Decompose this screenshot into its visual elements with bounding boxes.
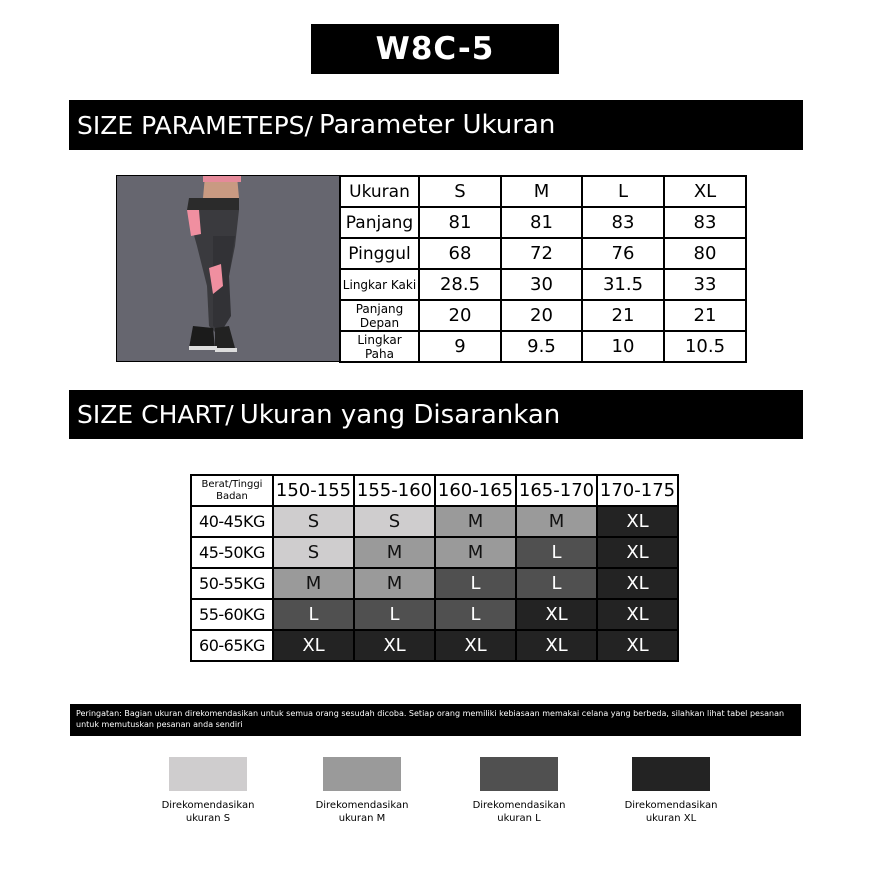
param-cell: 83 [582, 207, 664, 238]
chart-weight-label: 50-55KG [191, 568, 273, 599]
product-code-title: W8C-5 [311, 24, 559, 74]
param-cell: 72 [501, 238, 582, 269]
param-cell: 68 [419, 238, 501, 269]
param-cell: 33 [664, 269, 746, 300]
param-row-lingkar-kaki [340, 269, 746, 300]
size-chart-title-en: SIZE CHART/ [77, 400, 234, 429]
param-header-m: M [501, 176, 582, 207]
chart-weight-label: 40-45KG [191, 506, 273, 537]
legend-item-s [148, 757, 268, 825]
chart-size-cell: XL [435, 630, 516, 661]
legend-swatch-s [169, 757, 247, 791]
chart-size-cell: XL [516, 630, 597, 661]
param-row-label: Pinggul [340, 238, 419, 269]
legend-swatch-m [323, 757, 401, 791]
leggings-model-image [117, 176, 340, 362]
param-cell: 9.5 [501, 331, 582, 362]
param-header-l: L [582, 176, 664, 207]
legend-item-m [302, 757, 422, 825]
param-cell: 28.5 [419, 269, 501, 300]
legend-label-xl: Direkomendasikan ukuran XL [624, 800, 718, 824]
legend-swatch-l [480, 757, 558, 791]
size-parameters-title-en: SIZE PARAMETEPS/ [77, 110, 313, 140]
chart-row [191, 630, 678, 661]
size-chart-title-id: Ukuran yang Disarankan [239, 399, 561, 430]
chart-size-cell: XL [597, 506, 678, 537]
chart-row [191, 568, 678, 599]
chart-size-cell: M [435, 506, 516, 537]
chart-size-cell: S [354, 506, 435, 537]
chart-weight-label: 55-60KG [191, 599, 273, 630]
chart-size-cell: L [516, 537, 597, 568]
chart-height-header: 160-165 [435, 475, 516, 506]
chart-corner-label: Berat/Tinggi Badan [191, 475, 273, 506]
chart-size-cell: L [516, 568, 597, 599]
param-header-s: S [419, 176, 501, 207]
legend-label-l: Direkomendasikan ukuran L [472, 800, 566, 824]
chart-size-cell: XL [597, 599, 678, 630]
param-cell: 21 [582, 300, 664, 331]
chart-size-cell: XL [273, 630, 354, 661]
param-cell: 10.5 [664, 331, 746, 362]
legend-label-m: Direkomendasikan ukuran M [315, 800, 409, 824]
chart-size-cell: M [354, 537, 435, 568]
param-row-label: Lingkar Kaki [340, 269, 419, 300]
legend-label-s: Direkomendasikan ukuran S [161, 800, 255, 824]
chart-size-cell: M [273, 568, 354, 599]
param-row-label: Lingkar Paha [340, 331, 419, 362]
chart-size-cell: L [435, 568, 516, 599]
param-header-xl: XL [664, 176, 746, 207]
chart-size-cell: M [354, 568, 435, 599]
param-cell: 20 [419, 300, 501, 331]
size-chart-table [190, 474, 679, 662]
chart-size-cell: L [435, 599, 516, 630]
param-cell: 80 [664, 238, 746, 269]
chart-row [191, 599, 678, 630]
legend-item-l [459, 757, 579, 825]
chart-row [191, 506, 678, 537]
size-parameter-table [339, 175, 747, 363]
chart-height-header: 150-155 [273, 475, 354, 506]
chart-header-row [191, 475, 678, 506]
size-parameters-title-id: Parameter Ukuran [318, 110, 556, 140]
size-parameters-header [69, 100, 803, 150]
param-row-pinggul [340, 238, 746, 269]
chart-size-cell: L [354, 599, 435, 630]
param-cell: 10 [582, 331, 664, 362]
param-header-row [340, 176, 746, 207]
chart-size-cell: M [435, 537, 516, 568]
size-chart-header [69, 390, 803, 439]
param-cell: 81 [501, 207, 582, 238]
chart-weight-label: 60-65KG [191, 630, 273, 661]
param-header-label: Ukuran [340, 176, 419, 207]
chart-height-header: 155-160 [354, 475, 435, 506]
chart-size-cell: XL [516, 599, 597, 630]
param-cell: 83 [664, 207, 746, 238]
param-cell: 21 [664, 300, 746, 331]
param-cell: 81 [419, 207, 501, 238]
legend-item-xl [611, 757, 731, 825]
chart-size-cell: L [273, 599, 354, 630]
param-cell: 9 [419, 331, 501, 362]
chart-size-cell: XL [597, 537, 678, 568]
warning-note: Peringatan: Bagian ukuran direkomendasikan untuk semua orang sesudah dicoba. Setiap orang memiliki kebiasaan memakai celana yang berbeda, silahkan lihat tabel pesanan untuk memutuskan pesanan anda sendiri [70, 704, 801, 736]
param-row-lingkar-paha [340, 331, 746, 362]
param-row-panjang-depan [340, 300, 746, 331]
chart-size-cell: XL [597, 568, 678, 599]
chart-size-cell: XL [354, 630, 435, 661]
chart-height-header: 165-170 [516, 475, 597, 506]
chart-height-header: 170-175 [597, 475, 678, 506]
param-cell: 31.5 [582, 269, 664, 300]
param-row-label: Panjang Depan [340, 300, 419, 331]
legend-swatch-xl [632, 757, 710, 791]
param-cell: 30 [501, 269, 582, 300]
chart-size-cell: S [273, 506, 354, 537]
chart-size-cell: XL [597, 630, 678, 661]
product-photo [116, 175, 340, 362]
chart-row [191, 537, 678, 568]
param-cell: 20 [501, 300, 582, 331]
param-row-panjang [340, 207, 746, 238]
chart-size-cell: S [273, 537, 354, 568]
chart-size-cell: M [516, 506, 597, 537]
chart-weight-label: 45-50KG [191, 537, 273, 568]
param-row-label: Panjang [340, 207, 419, 238]
param-cell: 76 [582, 238, 664, 269]
